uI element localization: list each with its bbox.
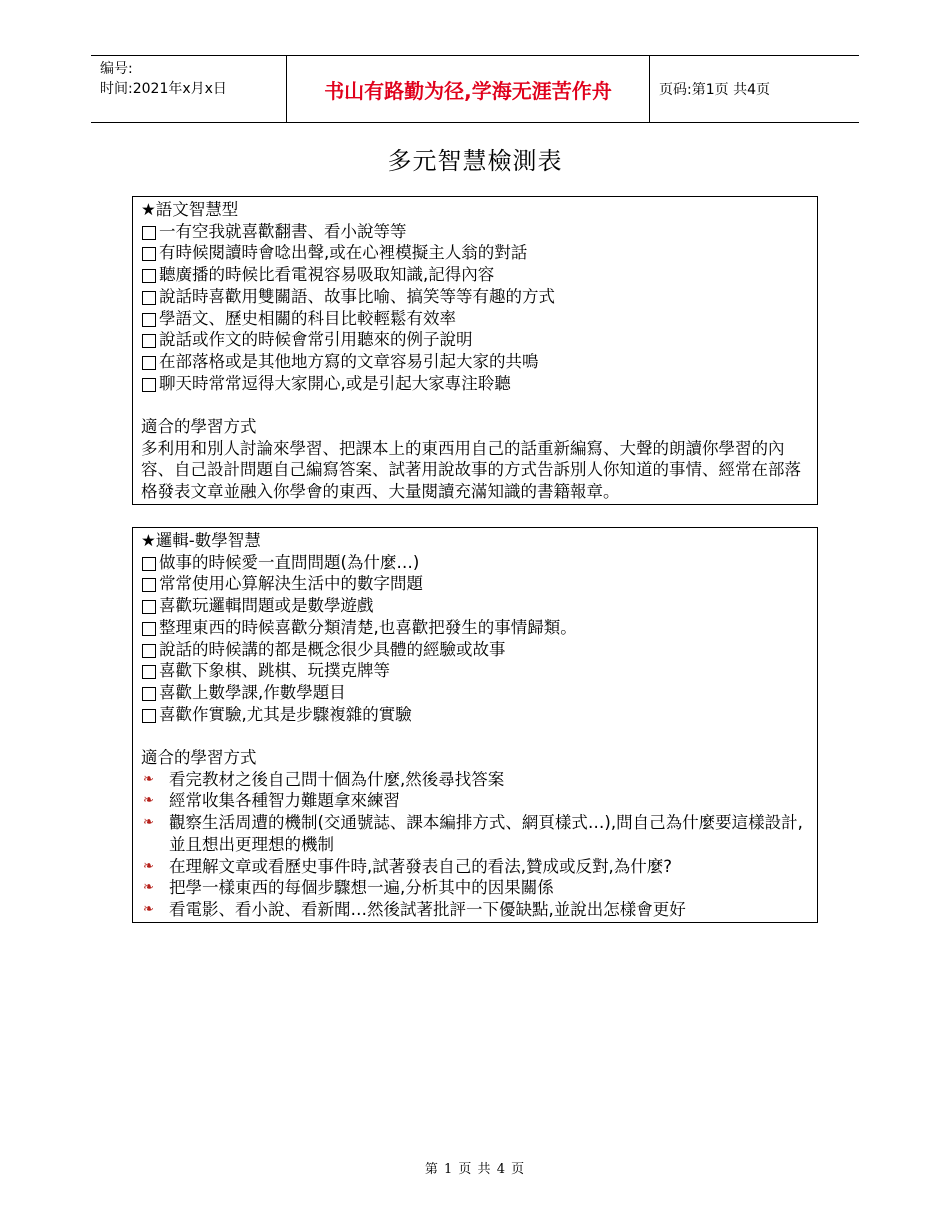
checkbox[interactable] bbox=[142, 557, 156, 571]
page-title: 多元智慧檢測表 bbox=[387, 147, 563, 175]
section-heading: ★語文智慧型 bbox=[141, 200, 239, 219]
checklist-item[interactable]: 聊天時常常逗得大家開心,或是引起大家專注聆聽 bbox=[141, 373, 809, 395]
checkbox[interactable] bbox=[142, 378, 156, 392]
checklist-item[interactable]: 說話的時候講的都是概念很少具體的經驗或故事 bbox=[141, 639, 809, 661]
checklist-item[interactable]: 常常使用心算解決生活中的數字問題 bbox=[141, 573, 809, 595]
arrow-bullet-icon: ❧ bbox=[143, 880, 154, 896]
checkbox[interactable] bbox=[142, 356, 156, 370]
checkbox[interactable] bbox=[142, 687, 156, 701]
list-item: ❧ 在理解文章或看歷史事件時,試著發表自己的看法,贊成或反對,為什麼? bbox=[143, 856, 672, 876]
list-item: ❧ 把學一樣東西的每個步驟想一遍,分析其中的因果關係 bbox=[143, 878, 554, 898]
list-item: ❧ 看電影、看小說、看新聞…然後試著批評一下優缺點,並說出怎樣會更好 bbox=[143, 899, 686, 919]
checklist-item[interactable]: 做事的時候愛一直問問題(為什麼…) bbox=[141, 552, 809, 574]
method-text: 多利用和別人討論來學習、把課本上的東西用自己的話重新編寫、大聲的朗讀你學習的內容、自己設計問題自己編寫答案、試著用說故事的方式告訴別人你知道的事情、經常在部落格發表文章並融入你學會的東西、大量閱讀充滿知識的書籍報章。 bbox=[141, 438, 801, 502]
spacer bbox=[141, 725, 809, 747]
arrow-bullet-icon: ❧ bbox=[143, 815, 154, 831]
checkbox[interactable] bbox=[142, 247, 156, 261]
checklist-item[interactable]: 一有空我就喜歡翻書、看小說等等 bbox=[141, 221, 809, 243]
page-footer: 第 1 页 共 4 页 bbox=[424, 1162, 526, 1177]
list-item: ❧ 觀察生活周遭的機制(交通號誌、課本編排方式、網頁樣式…),問自己為什麼要這樣設計,並且想出更理想的機制 bbox=[143, 813, 803, 854]
spacer bbox=[141, 394, 809, 416]
arrow-bullet-icon: ❧ bbox=[143, 793, 154, 809]
header-table bbox=[91, 55, 859, 123]
checkbox[interactable] bbox=[142, 709, 156, 723]
checkbox[interactable] bbox=[142, 665, 156, 679]
checkbox[interactable] bbox=[142, 226, 156, 240]
number-label: 编号: bbox=[100, 61, 133, 77]
method-label: 適合的學習方式 bbox=[141, 748, 257, 768]
list-item: ❧ 經常收集各種智力難題拿來練習 bbox=[143, 791, 400, 811]
arrow-bullet-icon: ❧ bbox=[143, 858, 154, 874]
checklist-item[interactable]: 喜歡上數學課,作數學題目 bbox=[141, 682, 809, 704]
checklist-item[interactable]: 有時候閱讀時會唸出聲,或在心裡模擬主人翁的對話 bbox=[141, 242, 809, 264]
date-label: 时间:2021年x月x日 bbox=[100, 81, 227, 97]
arrow-bullet-icon: ❧ bbox=[143, 771, 154, 787]
checkbox[interactable] bbox=[142, 622, 156, 636]
checklist-item[interactable]: 喜歡下象棋、跳棋、玩撲克牌等 bbox=[141, 660, 809, 682]
checkbox[interactable] bbox=[142, 269, 156, 283]
checkbox[interactable] bbox=[142, 291, 156, 305]
checkbox[interactable] bbox=[142, 578, 156, 592]
method-label: 適合的學習方式 bbox=[141, 417, 257, 437]
checkbox[interactable] bbox=[142, 313, 156, 327]
checklist-item[interactable]: 說話時喜歡用雙關語、故事比喻、搞笑等等有趣的方式 bbox=[141, 286, 809, 308]
header-info bbox=[91, 56, 286, 122]
checklist-item[interactable]: 整理東西的時候喜歡分類清楚,也喜歡把發生的事情歸類。 bbox=[141, 617, 809, 639]
checklist-item[interactable]: 學語文、歷史相關的科目比較輕鬆有效率 bbox=[141, 308, 809, 330]
checklist-item[interactable]: 說話或作文的時候會常引用聽來的例子說明 bbox=[141, 329, 809, 351]
section-heading: ★邏輯-數學智慧 bbox=[141, 531, 261, 550]
section-linguistic bbox=[132, 196, 818, 505]
arrow-bullet-icon: ❧ bbox=[143, 901, 154, 917]
checklist-item[interactable]: 聽廣播的時候比看電視容易吸取知識,記得內容 bbox=[141, 264, 809, 286]
checklist-item[interactable]: 喜歡作實驗,尤其是步驟複雜的實驗 bbox=[141, 704, 809, 726]
checkbox[interactable] bbox=[142, 600, 156, 614]
section-logical-math bbox=[132, 527, 818, 923]
checklist-item[interactable]: 在部落格或是其他地方寫的文章容易引起大家的共鳴 bbox=[141, 351, 809, 373]
header-motto: 书山有路勤为径,学海无涯苦作舟 bbox=[286, 56, 650, 122]
checkbox[interactable] bbox=[142, 644, 156, 658]
checklist-item[interactable]: 喜歡玩邏輯問題或是數學遊戲 bbox=[141, 595, 809, 617]
list-item: ❧ 看完教材之後自己問十個為什麼,然後尋找答案 bbox=[143, 769, 505, 789]
header-page-info: 页码:第1页 共4页 bbox=[659, 82, 770, 98]
checkbox[interactable] bbox=[142, 334, 156, 348]
